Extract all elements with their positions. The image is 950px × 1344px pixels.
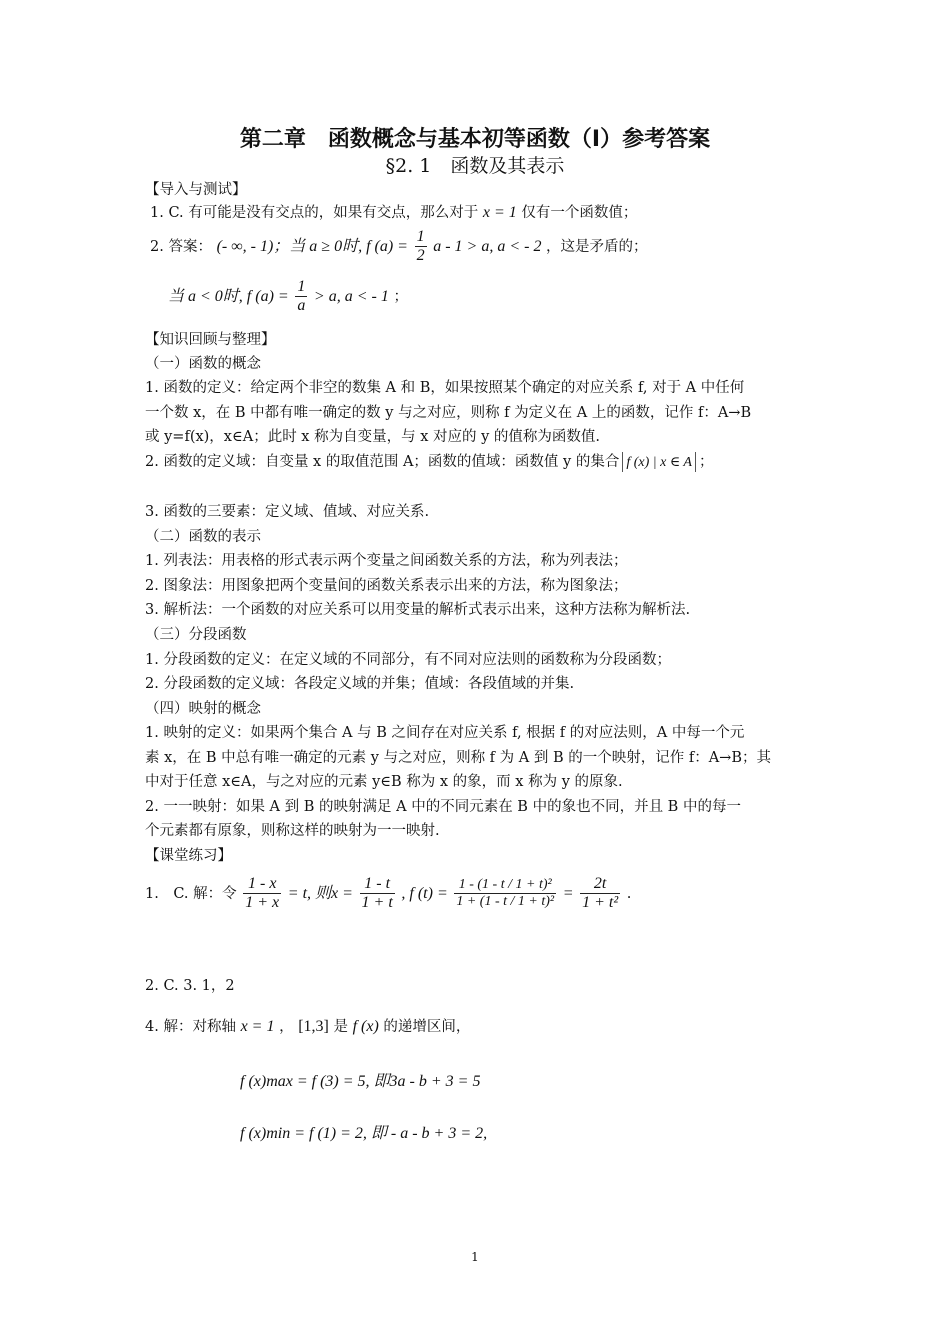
definition-line-1: 1. 函数的定义：给定两个非空的数集 A 和 B，如果按照某个确定的对应关系 f, 对于 A 中任何 — [145, 380, 745, 396]
table-method-line: 1. 列表法：用表格的形式表示两个变量之间函数关系的方法，称为列表法； — [145, 553, 628, 569]
fraction-denominator: 1 + (1 - t / 1 + t)² — [456, 894, 555, 910]
equation-max: f (x)max = f (3) = 5, 即3a - b + 3 = 5 — [240, 1073, 481, 1090]
intro-item-2-fraction — [415, 228, 427, 266]
exercise-4-fx: f (x) — [352, 1018, 379, 1035]
page-number: 1 — [471, 1250, 479, 1264]
exercise-4-is: 是 — [333, 1019, 348, 1035]
analytic-method-line: 3. 解析法：一个函数的对应关系可以用变量的解析式表示出来，这种方法称为解析法. — [145, 602, 691, 618]
mapping-line-2: 素 x，在 B 中总有唯一确定的元素 y 与之对应，则称 f 为 A 到 B 的一个映射，记作 f：A→B；其 — [145, 750, 771, 766]
exercise-1-mid-2: , f (t) = — [401, 884, 448, 902]
equation-min: f (x)min = f (1) = 2, 即 - a - b + 3 = 2, — [240, 1125, 488, 1142]
fraction-denominator: 1 + t — [361, 894, 393, 912]
intro-item-2-label: 2. 答案： — [150, 238, 212, 255]
bijection-line-1: 2. 一一映射：如果 A 到 B 的映射满足 A 中的不同元素在 B 中的象也不同，并且 B 中的每一 — [145, 799, 741, 815]
intro-item-2 — [150, 228, 648, 266]
fraction-denominator: a — [297, 297, 306, 315]
set-brace-left — [622, 452, 623, 472]
class-exercise-4 — [145, 1015, 470, 1036]
fraction-numerator: 1 - (1 - t / 1 + t)² — [454, 877, 556, 894]
class-exercise-2-3: 2. C. 3. 1，2 — [145, 978, 235, 994]
fraction-numerator: 2t — [580, 875, 620, 894]
intro-item-1-text: 1. C. 有可能是没有交点的，如果有交点，那么对于 — [150, 205, 479, 221]
intro-item-2-math-a: (- ∞, - 1)；当 a ≥ 0时, f (a) = — [216, 237, 408, 255]
definition-line-3: 或 y=f(x)，x∈A；此时 x 称为自变量，与 x 对应的 y 的值称为函数值. — [145, 429, 600, 445]
piecewise-domain-line: 2. 分段函数的定义域：各段定义域的并集；值域：各段值域的并集. — [145, 676, 575, 692]
intro-item-3-math-a: 当 a < 0时, f (a) = — [168, 287, 289, 305]
exercise-1-fraction-2 — [360, 875, 395, 913]
class-exercise-1 — [145, 875, 631, 913]
piecewise-definition-line: 1. 分段函数的定义：在定义域的不同部分，有不同对应法则的函数称为分段函数； — [145, 652, 671, 668]
three-elements-line: 3. 函数的三要素：定义域、值域、对应关系. — [145, 504, 430, 520]
exercise-4-interval: [1,3] — [298, 1018, 329, 1035]
subheading-representation: （二）函数的表示 — [145, 529, 261, 545]
definition-line-2: 一个数 x，在 B 中都有唯一确定的数 y 与之对应，则称 f 为定义在 A 上的函数，记作 f：A→B — [145, 405, 752, 421]
intro-item-3-end: ； — [393, 288, 408, 305]
subheading-piecewise: （三）分段函数 — [145, 627, 247, 643]
bijection-line-2: 个元素都有原象，则称这样的映射为一一映射. — [145, 823, 440, 839]
intro-item-1-math: x = 1 — [482, 204, 517, 221]
domain-range-line — [145, 450, 713, 472]
section-heading-intro: 【导入与测试】 — [145, 182, 247, 198]
section-heading-review: 【知识回顾与整理】 — [145, 332, 276, 348]
section-heading-class: 【课堂练习】 — [145, 848, 232, 864]
exercise-4-sep: ， — [279, 1019, 294, 1035]
domain-range-text: 2. 函数的定义域：自变量 x 的取值范围 A；函数的值域：函数值 y 的集合 — [145, 454, 620, 470]
intro-item-3 — [168, 278, 408, 316]
graph-method-line: 2. 图象法：用图象把两个变量间的函数关系表示出来的方法，称为图象法； — [145, 578, 628, 594]
exercise-1-big-fraction — [454, 877, 556, 910]
page-title: 第二章 函数概念与基本初等函数（Ⅰ）参考答案 — [239, 127, 711, 152]
subheading-mapping: （四）映射的概念 — [145, 701, 261, 717]
intro-item-3-math-b: > a, a < - 1 — [313, 287, 389, 305]
range-set-math: f (x) | x ∈ A — [626, 455, 692, 470]
exercise-1-mid-3: = — [562, 884, 574, 902]
fraction-numerator: 1 - x — [243, 875, 281, 894]
exercise-1-fraction-1 — [243, 875, 281, 913]
exercise-4-axis: x = 1 — [240, 1018, 275, 1035]
fraction-numerator: 1 — [295, 278, 307, 297]
page-subtitle: §2. 1 函数及其表示 — [385, 155, 565, 177]
intro-item-2-end: ，这是矛盾的； — [546, 238, 648, 255]
exercise-1-label: 1. C. 解：令 — [145, 885, 237, 902]
exercise-1-end: . — [626, 885, 632, 902]
intro-item-2-math-b: a - 1 > a, a < - 2 — [433, 237, 542, 255]
intro-item-1-end: 仅有一个函数值； — [521, 205, 638, 221]
mapping-line-1: 1. 映射的定义：如果两个集合 A 与 B 之间存在对应关系 f, 根据 f 的对应法则，A 中每一个元 — [145, 725, 745, 741]
set-brace-right — [695, 452, 696, 472]
fraction-denominator: 2 — [416, 247, 425, 265]
mapping-line-3: 中对于任意 x∈A，与之对应的元素 y∈B 称为 x 的象，而 x 称为 y 的原象. — [145, 774, 623, 790]
fraction-numerator: 1 - t — [360, 875, 395, 894]
fraction-denominator: 1 + x — [245, 894, 280, 912]
intro-item-3-fraction — [295, 278, 307, 316]
fraction-denominator: 1 + t² — [582, 894, 619, 912]
domain-range-end: ； — [698, 454, 714, 470]
exercise-1-fraction-3 — [580, 875, 620, 913]
fraction-numerator: 1 — [415, 228, 427, 247]
subheading-function-concept: （一）函数的概念 — [145, 356, 261, 372]
exercise-4-label: 4. 解：对称轴 — [145, 1019, 236, 1035]
intro-item-1 — [150, 201, 637, 222]
exercise-4-end: 的递增区间， — [383, 1019, 471, 1035]
exercise-1-mid-1: = t, 则x = — [287, 884, 353, 902]
